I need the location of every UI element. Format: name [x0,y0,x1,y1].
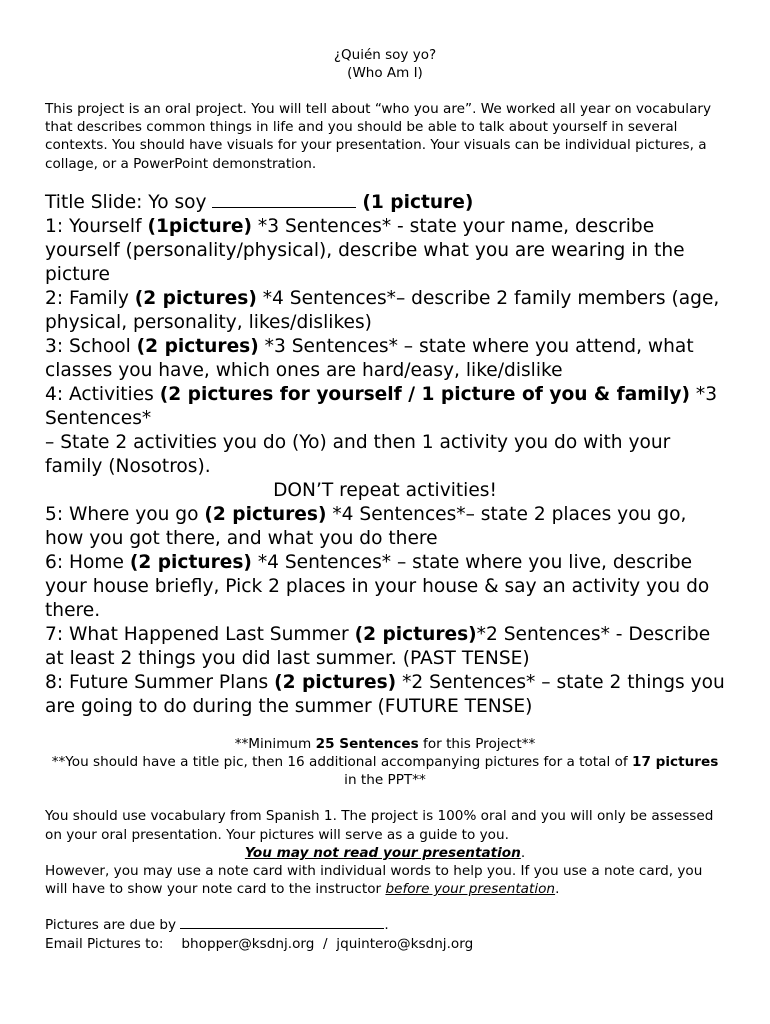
item-label: 4: Activities [45,383,160,405]
email-line [45,935,725,953]
minimum-requirements [45,735,725,790]
document-page [45,46,725,953]
title-slide-item [45,189,725,215]
item-yourself [45,215,725,287]
item-home [45,551,725,623]
item-label: 7: What Happened Last Summer [45,623,355,645]
due-date-line [45,916,725,934]
item-label: 2: Family [45,287,135,309]
item-future-summer [45,671,725,719]
item-pictures: (2 pictures) [136,335,259,357]
item-pictures: (2 pictures) [274,671,397,693]
email-quintero-link[interactable]: jquintero@ksdnj.org [336,935,474,952]
item-text: *3 Sentences* - state your name, describe yourself (personality/physical), describe what you are wearing in the picture [45,215,685,285]
no-reading-note [45,844,725,862]
note-card-text [45,862,725,898]
due-label: Pictures are due by [45,917,181,934]
item-pictures: (1 picture) [362,191,474,213]
note-card-period: . [555,881,560,898]
email-separator: / [323,935,328,952]
item-label: 8: Future Summer Plans [45,671,275,693]
picture-count-post: in the PPT** [344,772,426,789]
item-pictures: (2 pictures) [134,287,257,309]
minimum-sentences: 25 Sentences [315,735,419,752]
item-pictures: (2 pictures) [129,551,252,573]
intro-paragraph: This project is an oral project. You will tell about “who you are”. We worked all year on vocabulary that describes common things in life and you should be able to talk about yourself in several contexts. You should have visuals for your presentation. Your visuals can be individual pictures, a collage, or a PowerPoint demonstration. [45,101,712,172]
name-blank [212,189,356,208]
document-title [45,46,725,82]
item-text: *4 Sentences*– describe 2 family members (age, physical, personality, likes/dislikes) [45,287,720,333]
item-text: *4 Sentences*– state 2 places you go, how you got there, and what you do there [45,503,687,549]
email-hopper-link[interactable]: bhopper@ksdnj.org [181,935,315,952]
note-card-body: However, you may use a note card with individual words to help you. If you use a note card, you will have to show your note card to the instructor [45,863,703,898]
item-pictures: (2 pictures) [204,503,327,525]
item-school [45,335,725,383]
item-label: Title Slide: Yo soy [45,191,213,213]
picture-count-pre: **You should have a title pic, then 16 additional accompanying pictures for a total of [51,754,633,771]
item-text: *2 Sentences* – state 2 things you are going to do during the summer (FUTURE TENSE) [45,671,725,717]
no-reading-period: . [520,844,526,861]
item-activities-note: DON’T repeat activities! [273,479,497,501]
picture-count: 17 pictures [632,754,719,771]
item-where-you-go [45,503,725,551]
title-spanish: ¿Quién soy yo? [333,47,437,63]
item-activities [45,383,725,431]
minimum-pre: **Minimum [234,735,316,752]
footer [45,916,725,952]
item-label: 6: Home [45,551,130,573]
item-label: 1: Yourself [45,215,148,237]
item-last-summer [45,623,725,671]
vocabulary-paragraph [45,807,725,898]
item-activities-detail: – State 2 activities you do (Yo) and then 1 activity you do with your family (Nosotros). [45,431,671,477]
item-pictures: (1picture) [147,215,252,237]
vocabulary-text: You should use vocabulary from Spanish 1. The project is 100% oral and you will only be assessed on your oral presentation. Your pictures will serve as a guide to you. [45,808,714,843]
item-label: 5: Where you go [45,503,205,525]
item-text: *4 Sentences* – state where you live, describe your house briefly, Pick 2 places in your house & say an activity you do there. [45,551,710,621]
item-text: *3 Sentences* [45,383,718,429]
item-pictures: (2 pictures for yourself / 1 picture of you & family) [159,383,690,405]
item-text: *2 Sentences* - Describe at least 2 things you did last summer. (PAST TENSE) [45,623,711,669]
item-text: *3 Sentences* – state where you attend, what classes you have, which ones are hard/easy, like/dislike [45,335,694,381]
picture-count-line [45,753,725,789]
item-pictures: (2 pictures) [354,623,477,645]
requirements-list [45,189,725,719]
due-period: . [384,917,389,934]
item-label: 3: School [45,335,137,357]
no-reading-text: You may not read your presentation [244,844,521,861]
title-english: (Who Am I) [347,65,423,81]
before-presentation: before your presentation [385,881,556,898]
minimum-post: for this Project** [418,735,536,752]
minimum-sentences-line [45,735,725,753]
item-family [45,287,725,335]
due-date-blank [180,916,384,929]
email-label: Email Pictures to: [45,935,164,952]
